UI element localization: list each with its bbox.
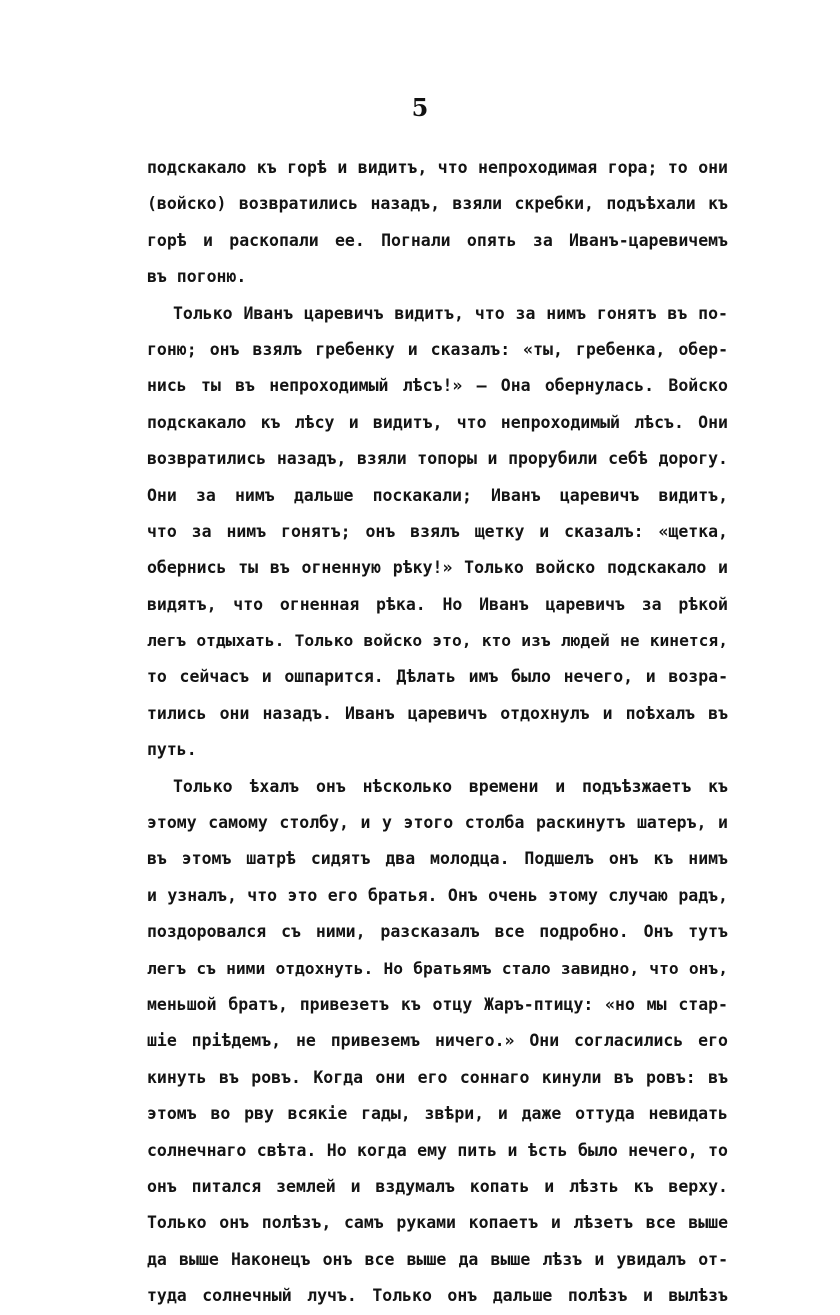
text-line: горѣ и раскопали ее. Погнали опять за Иванъ-царевичемъ bbox=[147, 230, 728, 250]
text-line: видятъ, что огненная рѣка. Но Иванъ царевичъ за рѣкой bbox=[147, 594, 728, 614]
page-number: 5 bbox=[411, 93, 429, 122]
body-text bbox=[147, 150, 728, 1315]
text-line: поздоровался съ ними, разсказалъ все подробно. Онъ тутъ bbox=[147, 922, 728, 942]
text-line: Только онъ полѣзъ, самъ руками копаетъ и лѣзетъ все выше bbox=[147, 1213, 728, 1233]
text-line: (войско) возвратились назадъ, взяли скребки, подъѣхали къ bbox=[147, 194, 728, 214]
text-line: то сейчасъ и ошпарится. Дѣлать имъ было нечего, и возра- bbox=[147, 667, 728, 687]
text-line: подскакало къ горѣ и видитъ, что непроходимая гора; то они bbox=[147, 158, 728, 177]
paragraph-3 bbox=[147, 769, 728, 1315]
text-line: шіе пріѣдемъ, не привеземъ ничего.» Они согласились его bbox=[147, 1031, 728, 1051]
text-line: обернись ты въ огненную рѣку!» Только войско подскакало и bbox=[147, 558, 728, 578]
text-line: этомъ во рву всякіе гады, звѣри, и даже оттуда невидать bbox=[147, 1104, 728, 1124]
text-line: легъ съ ними отдохнуть. Но братьямъ стало завидно, что онъ, bbox=[147, 958, 728, 978]
text-line: этому самому столбу, и у этого столба раскинутъ шатеръ, и bbox=[147, 813, 728, 833]
text-line: тились они назадъ. Иванъ царевичъ отдохнулъ и поѣхалъ въ bbox=[147, 703, 728, 723]
text-line: Только ѣхалъ онъ нѣсколько времени и подъѣзжаетъ къ bbox=[173, 776, 728, 796]
text-line: онъ питался землей и вздумалъ копать и лѣзть къ верху. bbox=[147, 1176, 728, 1196]
text-line: въ погоню. bbox=[147, 267, 247, 287]
text-line: меньшой братъ, привезетъ къ отцу Жаръ-птицу: «но мы стар- bbox=[147, 994, 728, 1014]
text-line: что за нимъ гонятъ; онъ взялъ щетку и сказалъ: «щетка, bbox=[147, 521, 728, 541]
paragraph-2 bbox=[147, 296, 728, 769]
text-line: легъ отдыхать. Только войско это, кто изъ людей не кинется, bbox=[147, 631, 728, 651]
text-line: гоню; онъ взялъ гребенку и сказалъ: «ты, гребенка, обер- bbox=[147, 339, 728, 359]
text-line: нись ты въ непроходимый лѣсъ!» — Она обернулась. Войско bbox=[147, 376, 728, 396]
text-line: въ этомъ шатрѣ сидятъ два молодца. Подшелъ онъ къ нимъ bbox=[147, 849, 728, 869]
text-line: путь. bbox=[147, 740, 197, 760]
text-line: и узналъ, что это его братья. Онъ очень этому случаю радъ, bbox=[147, 885, 728, 905]
paragraph-1 bbox=[147, 150, 728, 296]
text-line: туда солнечный лучъ. Только онъ дальше полѣзъ и вылѣзъ bbox=[147, 1286, 728, 1306]
text-line: возвратились назадъ, взяли топоры и прорубили себѣ дорогу. bbox=[147, 449, 728, 469]
text-line: кинуть въ ровъ. Когда они его соннаго кинули въ ровъ: въ bbox=[147, 1067, 728, 1087]
text-line: Они за нимъ дальше поскакали; Иванъ царевичъ видитъ, bbox=[147, 485, 728, 505]
text-line: подскакало къ лѣсу и видитъ, что непроходимый лѣсъ. Они bbox=[147, 412, 728, 432]
text-line: солнечнаго свѣта. Но когда ему пить и ѣсть было нечего, то bbox=[147, 1140, 728, 1160]
text-line: да выше Наконецъ онъ все выше да выше лѣзъ и увидалъ от- bbox=[147, 1249, 728, 1269]
text-line: Только Иванъ царевичъ видитъ, что за нимъ гонятъ въ по- bbox=[173, 303, 728, 323]
